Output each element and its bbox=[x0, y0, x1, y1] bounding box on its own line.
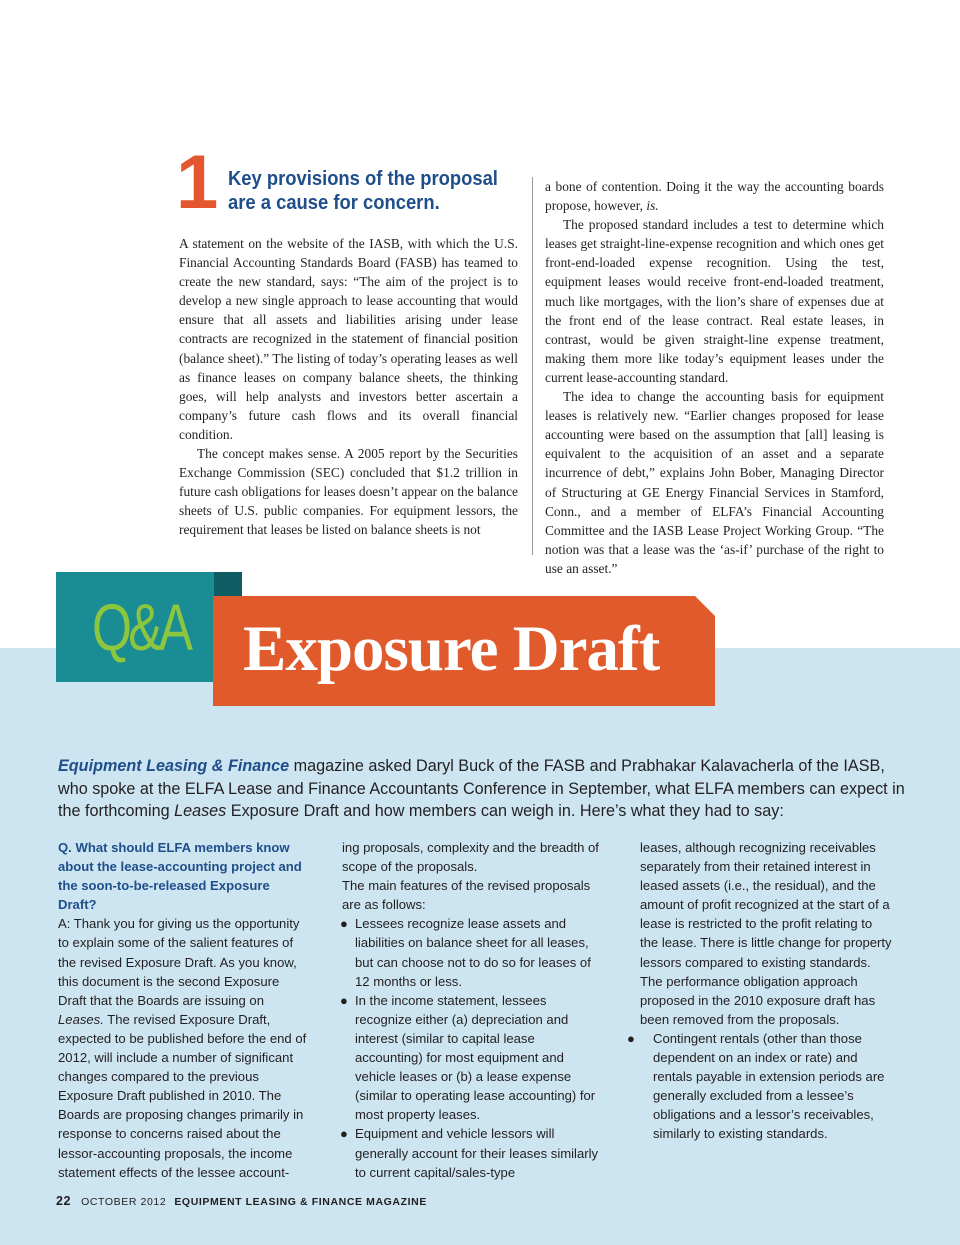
footer-magazine-name: EQUIPMENT LEASING & FINANCE MAGAZINE bbox=[174, 1196, 427, 1208]
article-paragraph: A statement on the website of the IASB, with which the U.S. Financial Accounting Standards Board (FASB) has teamed to create the new standard, says: “The aim of the project is to develop a new single approach to lease accounting that would ensure that all assets and liabilities arising under lease contracts are recognized in the statement of financial position (balance sheet).” The listing of today’s operating leases as well as finance leases on company balance sheets, the thinking goes, will help analysts and investors better ascertain a company’s future cash flows and its overall financial condition. bbox=[179, 236, 518, 442]
intro-emphasis: Leases bbox=[174, 802, 227, 820]
list-item-text: In the income statement, lessees recognize either (a) depreciation and interest (similar to capital lease accounting) for most equipment and vehicle leases or (b) a lease expense (similar to operating lease accounting) for most property leases. bbox=[355, 992, 596, 1123]
page-number: 22 bbox=[56, 1194, 72, 1208]
article-paragraph bbox=[545, 177, 884, 215]
list-item bbox=[627, 1029, 892, 1144]
list-item-text: Lessees recognize lease assets and liabilities on balance sheet for all leases, but can choose not to do so for leases of 12 months or less. bbox=[355, 916, 591, 989]
section-heading-line1: Key provisions of the proposal bbox=[228, 168, 498, 190]
qa-column-2 bbox=[342, 838, 602, 1182]
article-column-left bbox=[179, 234, 518, 540]
list-item-continued: leases, although recognizing receivables separately from their retained interest in leased assets (i.e., the residual), and the amount of profit recognized at the start of a lease is restricted to the profit relating to the lease. There is little change for property lessors compared to existing standards. The performance obligation approach proposed in the 2010 exposure draft has been removed from the proposals. bbox=[640, 840, 892, 1027]
bullet-icon: ● bbox=[340, 916, 348, 932]
answer-text: A: Thank you for giving us the opportunity to explain some of the salient features of the revised Exposure Draft. As you know, this document is the second Exposure Draft that the Boards are issuing on bbox=[58, 916, 300, 1008]
list-item-text: Equipment and vehicle lessors will generally account for their leases similarly to current capital/sales-type bbox=[355, 1126, 599, 1180]
intro-text: magazine asked Daryl Buck of the FASB and Prabhakar Kalavacherla of the IASB, who spoke at the ELFA Lease and Finance Accountants Conference in September, what ELFA members can expect in the forthcoming bbox=[58, 757, 905, 820]
list-item bbox=[342, 1124, 602, 1181]
banner-title: Exposure Draft bbox=[243, 613, 660, 685]
qa-column-3 bbox=[627, 838, 892, 1144]
article-column-right bbox=[545, 177, 884, 578]
section-heading bbox=[228, 167, 528, 215]
qa-question: Q. What should ELFA members know about the lease-accounting project and the soon-to-be-released Exposure Draft? bbox=[58, 840, 302, 913]
intro-paragraph bbox=[58, 755, 908, 823]
answer-emphasis: Leases. bbox=[58, 1011, 104, 1027]
answer-paragraph: ing proposals, complexity and the breadth of scope of the proposals. bbox=[342, 840, 599, 875]
answer-text: The revised Exposure Draft, expected to be published before the end of 2012, will include a number of significant changes compared to the previous Exposure Draft published in 2010. The Boards are proposing changes primarily in response to concerns raised about the lessor-accounting proposals, the income statement effects of the lessee account- bbox=[58, 1011, 307, 1180]
bullet-icon: ● bbox=[627, 1030, 635, 1046]
section-heading-line2: are a cause for concern. bbox=[228, 192, 440, 214]
qa-answer bbox=[58, 914, 310, 1181]
list-item bbox=[342, 914, 602, 990]
bullet-icon: ● bbox=[340, 1126, 348, 1142]
qa-badge-fold bbox=[214, 572, 242, 596]
magazine-name: Equipment Leasing & Finance bbox=[58, 757, 290, 775]
qa-label: Q&A bbox=[92, 590, 190, 664]
bullet-icon: ● bbox=[340, 992, 348, 1008]
section-number: 1 bbox=[176, 140, 217, 225]
list-item bbox=[342, 991, 602, 1125]
article-paragraph: The idea to change the accounting basis for equipment leases is relatively new. “Earlier changes proposed for lease accounting were based on the assumption that [all] leasing is equivalent to the acquisition of an asset and a separate incurrence of debt,” explains John Bober, Managing Director of Structuring at GE Energy Financial Services in Stamford, Conn., and a member of ELFA’s Financial Accounting Committee and the IASB Lease Project Working Group. “The notion was that a lease was the ‘as-if’ purchase of the right to use an asset.” bbox=[545, 389, 884, 576]
article-paragraph: The concept makes sense. A 2005 report by the Securities Exchange Commission (SEC) concluded that $1.2 trillion in future cash obligations for leases doesn’t appear on the balance sheets of U.S. public companies. For equipment lessors, the requirement that leases be listed on balance sheets is not bbox=[179, 446, 518, 538]
answer-paragraph: The main features of the revised proposals are as follows: bbox=[342, 878, 591, 913]
qa-column-1 bbox=[58, 838, 310, 1182]
list-item-text: Contingent rentals (other than those dependent on an index or rate) and rentals payable in extension periods are generally excluded from a lessee’s obligations and a lessor’s receivables, similarly to existing standards. bbox=[653, 1030, 885, 1142]
article-emphasis: is. bbox=[646, 198, 659, 214]
issue-date: OCTOBER 2012 bbox=[81, 1196, 167, 1208]
column-divider bbox=[532, 177, 533, 555]
page-footer bbox=[56, 1192, 427, 1211]
article-paragraph: The proposed standard includes a test to determine which leases get straight-line-expense recognition and which ones get front-end-loaded expense recognition. Using the test, equipment leases would receive front-end-loaded treatment, much like mortgages, with the lion’s share of expenses due at the front end of the lease contract. Real estate leases, in contrast, would be given straight-line expense treatment, making them more like today’s equipment leases under the current lease-accounting standard. bbox=[545, 217, 884, 385]
intro-text: Exposure Draft and how members can weigh in. Here’s what they had to say: bbox=[226, 802, 784, 820]
article-text: a bone of contention. Doing it the way the accounting boards propose, however, bbox=[545, 179, 884, 214]
banner-corner-cut bbox=[695, 596, 715, 616]
